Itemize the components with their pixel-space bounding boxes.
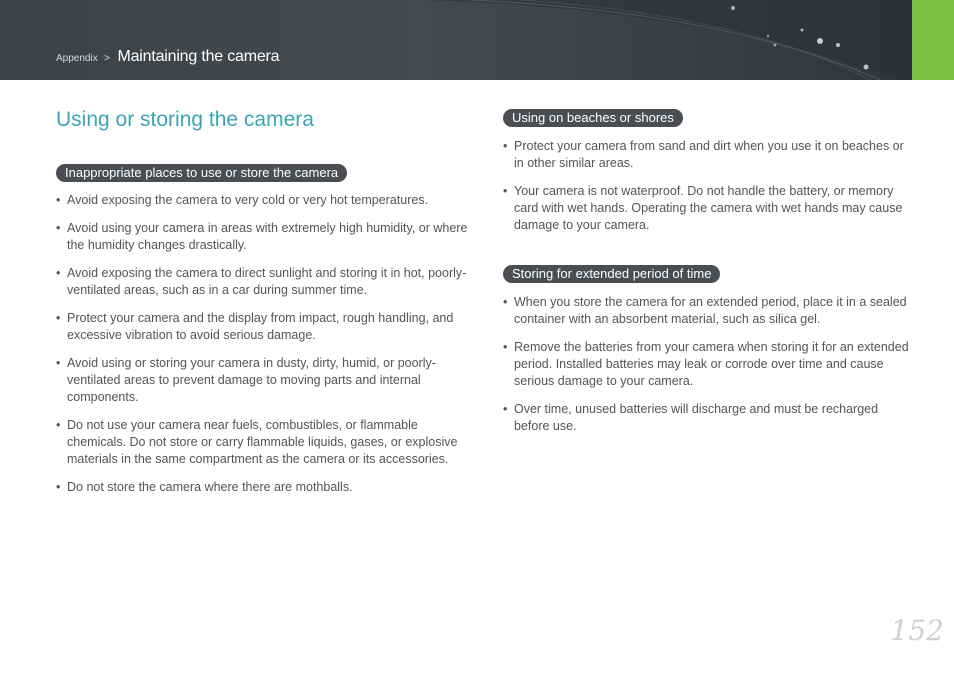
list-item: • Remove the batteries from your camera when storing it for an extended period. Installed batteries may leak or corrode over time and cause serious damage to your camera. [503,339,915,390]
page-header [0,0,954,80]
page-number: 152 [890,614,944,647]
breadcrumb [56,48,279,66]
section-heading-inappropriate-places: Inappropriate places to use or store the camera [56,164,347,182]
list-item: • Protect your camera and the display from impact, rough handling, and excessive vibration to avoid serious damage. [56,310,472,344]
list-item: • Over time, unused batteries will discharge and must be recharged before use. [503,401,915,435]
breadcrumb-current: Maintaining the camera [117,48,280,65]
page-title: Using or storing the camera [56,108,314,131]
breadcrumb-parent[interactable]: Appendix [56,53,98,64]
list-item: • Your camera is not waterproof. Do not handle the battery, or memory card with wet hands. Operating the camera with wet hands may cause damage to your camera. [503,183,915,234]
list-item: • Do not store the camera where there are mothballs. [56,479,472,496]
section-color-tab [912,0,954,80]
list-item: • Avoid exposing the camera to very cold or very hot temperatures. [56,192,472,209]
section-heading-storing: Storing for extended period of time [503,265,720,283]
list-item: • When you store the camera for an extended period, place it in a sealed container with an absorbent material, such as silica gel. [503,294,915,328]
beaches-list [503,138,915,234]
list-item: • Protect your camera from sand and dirt when you use it on beaches or in other similar areas. [503,138,915,172]
section-heading-beaches: Using on beaches or shores [503,109,683,127]
storing-list [503,294,915,435]
list-item: • Avoid exposing the camera to direct sunlight and storing it in hot, poorly-ventilated areas, such as in a car during summer time. [56,265,472,299]
decorative-swoosh-graphic [0,0,912,80]
list-item: • Avoid using or storing your camera in dusty, dirty, humid, or poorly-ventilated areas to prevent damage to moving parts and internal components. [56,355,472,406]
list-item: • Avoid using your camera in areas with extremely high humidity, or where the humidity changes drastically. [56,220,472,254]
breadcrumb-separator: > [104,53,110,64]
list-item: • Do not use your camera near fuels, combustibles, or flammable chemicals. Do not store or carry flammable liquids, gases, or explosive materials in the same compartment as the camera or its accessories. [56,417,472,468]
inappropriate-places-list [56,192,472,496]
